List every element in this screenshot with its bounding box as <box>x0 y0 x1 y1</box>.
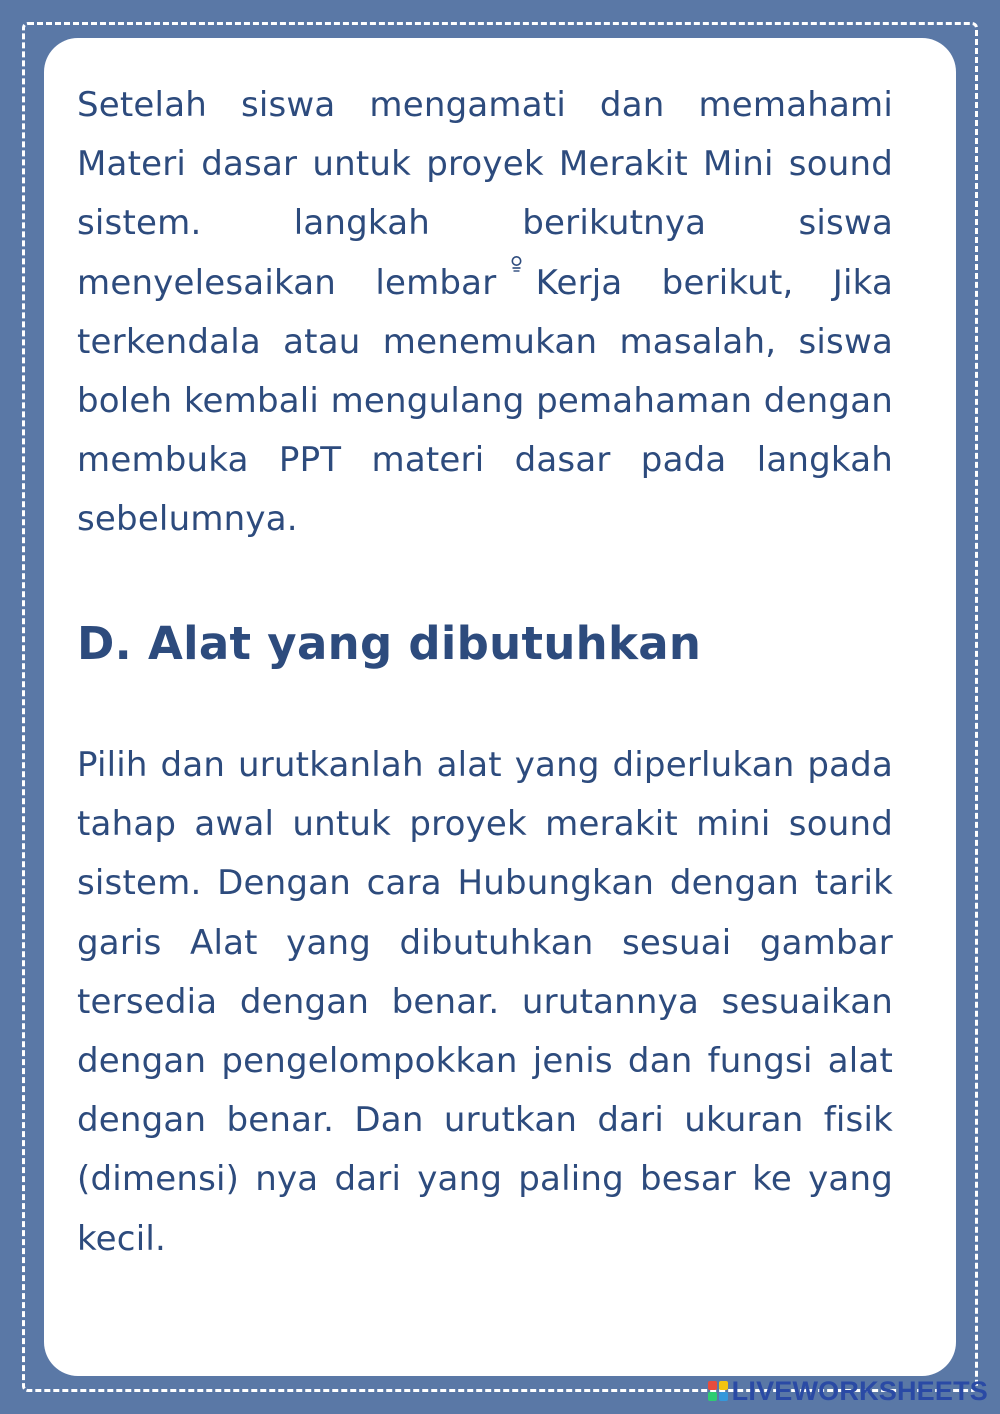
intro-paragraph: Setelah siswa mengamati dan memahami Materi dasar untuk proyek Merakit Mini sound sistem. langkah berikutnya siswa menyelesaikan lembar Kerja berikut, Jika terkendala atau menemukan masalah, siswa boleh kembali mengulang pemahaman dengan membuka PPT materi dasar pada langkah sebelumnya. <box>77 85 893 540</box>
section-heading: D. Alat yang dibutuhkan <box>77 617 702 670</box>
instruction-paragraph: Pilih dan urutkanlah alat yang diperlukan pada tahap awal untuk proyek merakit mini sound sistem. Dengan cara Hubungkan dengan tarik garis Alat yang dibutuhkan sesuai gambar tersedia dengan benar. urutannya sesuaikan dengan pengelompokkan jenis dan fungsi alat dengan benar. Dan urutkan dari ukuran fisik (dimensi) nya dari yang paling besar ke yang kecil. <box>77 745 893 1259</box>
liveworksheets-brand <box>708 1376 988 1406</box>
liveworksheets-logo-icon <box>708 1381 728 1401</box>
brand-text: LIVEWORKSHEETS <box>731 1376 988 1406</box>
